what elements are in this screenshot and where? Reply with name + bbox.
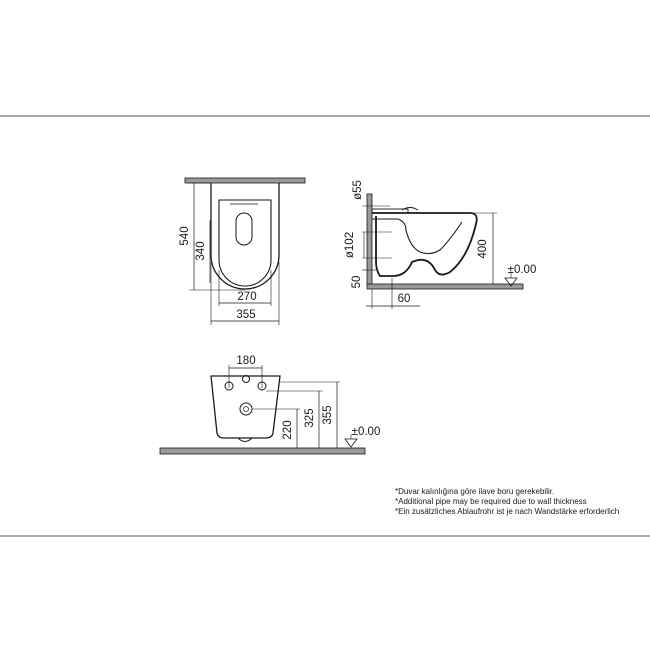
bowl-inner-profile — [372, 219, 462, 254]
level-side-label: ±0.00 — [507, 264, 537, 276]
level-marker-rear-icon — [345, 439, 357, 447]
dim-60-label: 60 — [397, 293, 411, 305]
wall-section-side — [367, 194, 372, 284]
level-rear-label: ±0.00 — [351, 426, 381, 438]
dim-400-label: 400 — [477, 239, 489, 259]
top-view — [179, 178, 305, 325]
side-view — [344, 180, 536, 309]
dim-d102-label: ø102 — [344, 231, 356, 259]
note-german: *Ein zusätzliches Ablaufrohr ist je nach Wandstärke erforderlich — [395, 507, 620, 516]
bowl-rear-outline — [211, 376, 280, 438]
dim-270-label: 270 — [237, 291, 257, 303]
dim-325-label: 325 — [304, 408, 316, 428]
dim-355-rear-label: 355 — [322, 405, 334, 425]
bowl-opening — [236, 213, 252, 245]
rear-view — [160, 355, 380, 454]
bowl-outline — [211, 183, 279, 289]
note-turkish: *Duvar kalınlığına göre ilave boru gerekebilir. — [395, 487, 555, 496]
floor-section-rear — [160, 448, 365, 454]
notes — [395, 487, 619, 516]
dim-50-label: 50 — [351, 275, 363, 289]
dim-355-label: 355 — [236, 309, 256, 321]
wall-section-top — [185, 178, 305, 183]
dim-340-label: 340 — [195, 241, 207, 261]
note-english: *Additional pipe may be required due to wall thickness — [395, 497, 587, 506]
dim-d55-label: ø55 — [352, 180, 364, 200]
outlet-hole-icon — [240, 403, 252, 415]
dim-540-label: 540 — [179, 226, 191, 246]
dim-220-label: 220 — [282, 420, 294, 440]
dim-180-label: 180 — [236, 355, 256, 367]
outlet-hole-inner-icon — [244, 407, 249, 412]
floor-section-side — [367, 284, 523, 289]
hinge-side — [402, 208, 418, 211]
